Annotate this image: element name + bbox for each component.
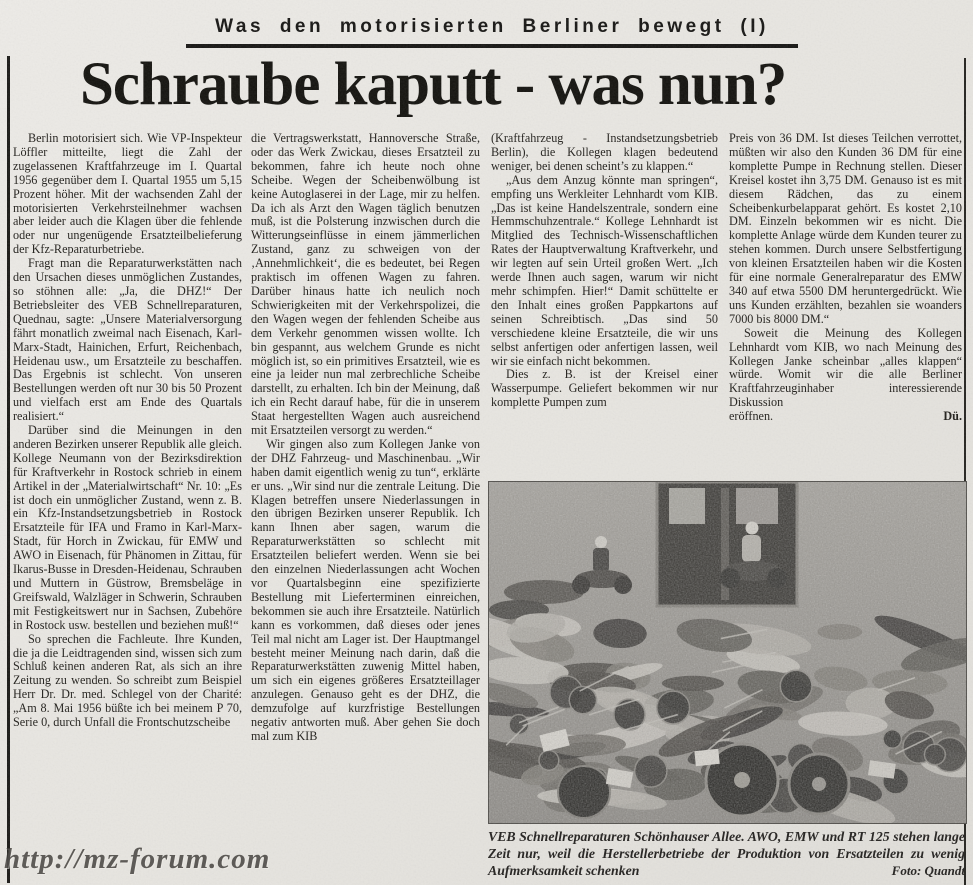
article-headline: Schraube kaputt - was nun? xyxy=(80,51,787,118)
text-column-4 xyxy=(729,132,962,482)
article-paragraph: die Vertragswerkstatt, Hannoversche Straße, oder das Werk Zwickau, dieses Ersatzteil zu bekommen, fahre ich heute noch ohne Scheibe. Wegen der Scheibenwölbung ist keine Autoglaserei in der Lage, mir zu helfen. Da ich als Arzt den Wagen täglich benutzen muß, ist die Polsterung inzwischen durch die Witterungseinflüsse in einem jämmerlichen Zustand, ganz zu schweigen von der ‚Annehmlichkeit‘, die es bedeutet, bei Regen praktisch im offenen Wagen zu fahren. Darüber hinaus hatte ich neulich noch Schwierigkeiten mit der Verkehrspolizei, die den Wagen wegen der fehlenden Scheibe aus dem Verkehr genommen wissen wollte. Ich bin gespannt, aus welchem Grunde es nicht möglich ist, so ein primitives Ersatzteil, wie es eine ja leider nun mal zerbrechliche Scheibe darstellt, zu erhalten. Ich bin der Meinung, daß ich ein Recht darauf habe, für die in unserem Staat hergestellten Wagen auch ausreichend mit Ersatzteilen versorgt zu werden.“ xyxy=(251,132,480,438)
motorcycle-yard-photo xyxy=(488,481,967,824)
text-column-2 xyxy=(251,132,480,882)
article-paragraph: Soweit die Meinung des Kollegen Lehnhardt vom KIB, wo nach Meinung des Kollegen Janke scheinbar „alles klappen“ würde. Womit wir die alle Berliner Kraftfahrzeuginhaber interessierende Diskussion xyxy=(729,325,962,410)
text-column-3 xyxy=(491,132,718,482)
photo-caption xyxy=(488,828,965,879)
article-paragraph: (Kraftfahrzeug - Instandsetzungsbetrieb Berlin), die Kollegen klagen bedeutend weniger, bei denen scheint’s zu klappen.“ xyxy=(491,132,718,173)
article-paragraph: So sprechen die Fachleute. Ihre Kunden, die ja die Leidtragenden sind, wissen sich zum Schluß keinen anderen Rat, als sich an ihre Zeitung zu wenden. So schreibt zum Beispiel Herr Dr. Dr. med. Schlegel von der Charité: „Am 8. Mai 1956 büßte ich bei meinem P 70, Serie 0, durch Unfall die Frontschutzscheibe xyxy=(13,631,242,730)
article-paragraph: Fragt man die Reparaturwerkstätten nach den Ursachen dieses unmöglichen Zustandes, so stöhnen alle: „Ja, die DHZ!“ Der Betriebsleiter des VEB Schnellreparaturen, Quednau, sagte: „Unsere Materialversorgung fährt monatlich zweimal nach Eisenach, Karl-Marx-Stadt, Hainichen, Erfurt, Reichenbach, Heidenau usw., um Ersatzteile zu beschaffen. Das Ergebnis ist schlecht. Von unseren Bestellungen werden oft nur 30 bis 50 Prozent und vielfach erst am Ende des Quartals realisiert.“ xyxy=(13,256,242,424)
photo-caption-text: VEB Schnellreparaturen Schönhauser Allee. AWO, EMW und RT 125 stehen lange Zeit nur, weil die Herstellerbetriebe der Produktion von Ersatzteilen zu wenig Aufmerksamkeit schenken xyxy=(488,829,965,878)
closing-text: eröffnen. xyxy=(729,409,774,424)
article-paragraph: Darüber sind die Meinungen in den anderen Bezirken unserer Republik alle gleich. Kollege Neumann von der Bezirksdirektion für Kraftverkehr in Rostock schrieb in einem Artikel in der „Materialwirtschaft“ Nr. 10: „Es ist doch ein unmöglicher Zustand, wenn z. B. ein Kfz-Instandsetzungsbetrieb in Rostock Ersatzteile für IFA und Framo in Karl-Marx-Stadt, für Horch in Zwickau, für EMW und AWO in Eisenach, für Phänomen in Zittau, für Ikarus-Busse in Dresden-Heidenau, Schrauben und Muttern in Güstrow, Bremsbeläge in Greifswald, Walzläger in Schwerin, Schrauben mit Festigkeitswert nur in Sachsen, Zubehöre in Rostock usw. bestellen und beziehen muß!“ xyxy=(13,423,242,632)
motorcycle-yard-photo-art xyxy=(489,482,966,823)
left-column-rule xyxy=(7,56,10,883)
article-paragraph: Preis von 36 DM. Ist dieses Teilchen verrottet, müßten wir also den Kunden 36 DM für eine komplette Pumpe in Rechnung stellen. Dieser Kreisel kostet ihn 3,75 DM. Genauso ist es mit diesem Rädchen, das zu einem Scheibenkurbelapparat gehört. Es kostet 2,10 DM. Einzeln bekommen wir es nicht. Die komplette Anlage würde dem Kunden teurer zu stehen kommen. Durch unsere Selbstfertigung von kleinen Ersatzteilen haben wir die Kosten für eine normale Generalreparatur des EMW 340 auf etwa 5500 DM heruntergedrückt. Wie uns Kunden erzählten, bezahlen sie woanders 7000 bis 8000 DM.“ xyxy=(729,132,962,326)
author-initials: Dü. xyxy=(943,409,962,424)
text-column-1 xyxy=(13,132,242,882)
closing-line xyxy=(729,410,962,424)
article-paragraph: Berlin motorisiert sich. Wie VP-Inspekteur Löffler mitteilte, liegt die Zahl der zugelassenen Kraftfahrzeuge im I. Quartal 1956 gegenüber dem I. Quartal 1955 um 5,15 Prozent höher. Mit der wachsenden Zahl der motorisierten Verkehrsteilnehmer wachsen aber leider auch die Klagen über die fehlende oder nur ungenügende Ersatzteilbelieferung der Kfz-Reparaturbetriebe. xyxy=(13,132,242,257)
article-paragraph: Dies z. B. ist der Kreisel einer Wasserpumpe. Geliefert bekommen wir nur komplette Pumpen zum xyxy=(491,367,718,410)
article-paragraph: „Aus dem Anzug könnte man springen“, empfing uns Werkleiter Lehnhardt vom KIB. „Das ist keine Handelszentrale, sondern eine Hemmschuhzentrale.“ Kollege Lehnhardt ist Mitglied des Technisch-Wissenschaftlichen Rates der Hauptverwaltung Kraftverkehr, und wir legten auf sein Urteil großen Wert. „Ich werde Ihnen auch sagen, warum wir nicht mehr schimpfen. Hier!“ Damit schüttelte er den Inhalt eines großen Pappkartons auf seinen Schreibtisch. „Das sind 50 verschiedene kleine Ersatzteile, die wir uns selbst anfertigen oder anfertigen lassen, weil wir sie einfach nicht bekommen. xyxy=(491,172,718,368)
kicker-line: Was den motorisierten Berliner bewegt (I) xyxy=(186,16,798,48)
article-paragraph: Wir gingen also zum Kollegen Janke von der DHZ Fahrzeug- und Maschinenbau. „Wir haben damit eigentlich wenig zu tun“, erklärte er uns. „Wir sind nur die zentrale Leitung. Die Klagen betreffen unsere Niederlassungen in den übrigen Bezirken unserer Republik. Ich kann Ihnen aber sagen, warum die Reparaturwerkstätten so schlecht mit Ersatzteilen beliefert werden. Wenn sie bei den einzelnen Niederlassungen acht Wochen vor Quartalsbeginn eine spezifizierte Bestellung mit Lieferterminen einreichen, bekommen sie auch ihre Ersatzteile. Natürlich kann es vorkommen, daß dieses oder jenes Teil mal nicht am Lager ist. Der Hauptmangel besteht meiner Meinung nach darin, daß die Reparaturwerkstätten zuwenig Mittel haben, um sich ein eigenes größeres Ersatzteillager anzulegen. Genauso geht es der DHZ, die demzufolge auf kurzfristige Bestellungen negativ antworten muß. Aber gehen Sie doch mal zum KIB xyxy=(251,436,480,743)
photo-credit: Foto: Quandt xyxy=(891,863,965,878)
watermark-url: http://mz-forum.com xyxy=(4,843,271,875)
